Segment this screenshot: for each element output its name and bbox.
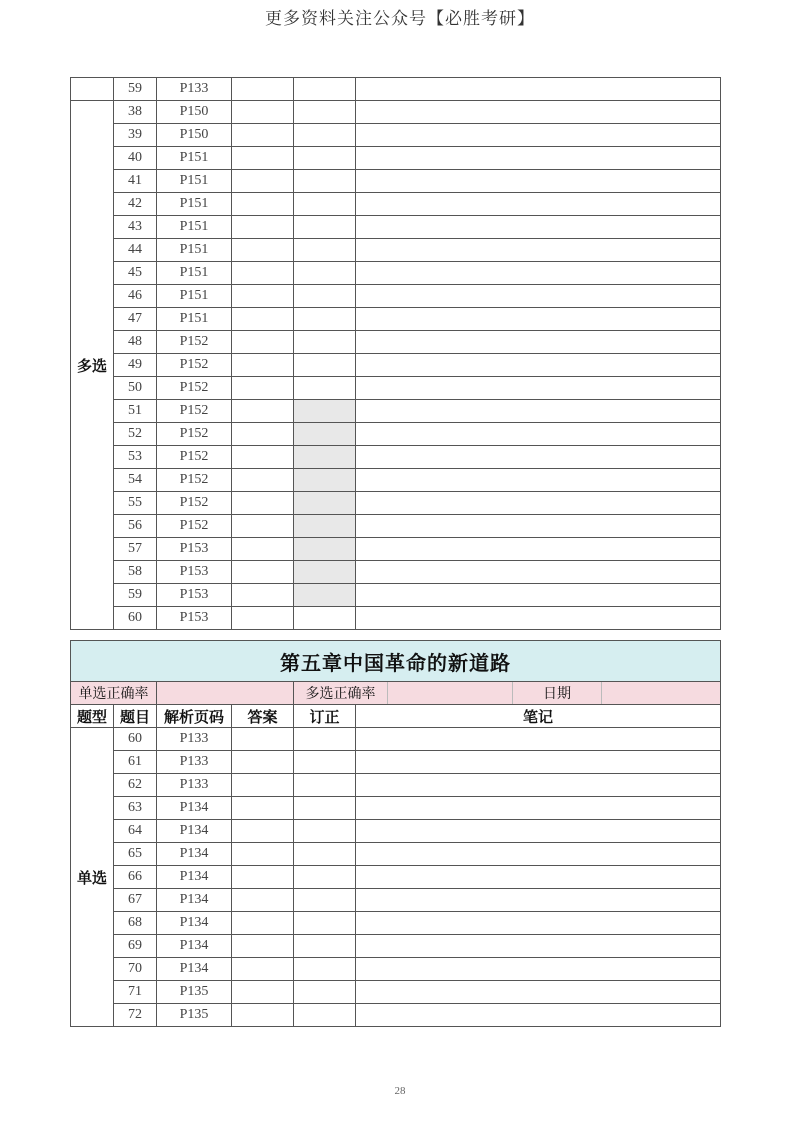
correction-cell[interactable]	[294, 124, 356, 147]
answer-cell[interactable]	[232, 561, 294, 584]
correction-cell[interactable]	[294, 866, 356, 889]
correction-cell[interactable]	[294, 354, 356, 377]
question-number: 55	[114, 492, 157, 515]
analysis-page: P151	[157, 308, 232, 331]
answer-cell[interactable]	[232, 820, 294, 843]
table-row	[71, 820, 721, 843]
question-number: 53	[114, 446, 157, 469]
analysis-page: P134	[157, 935, 232, 958]
table-row	[71, 584, 721, 607]
question-number: 64	[114, 820, 157, 843]
answer-cell[interactable]	[232, 239, 294, 262]
notes-cell[interactable]	[356, 354, 721, 377]
analysis-page: P152	[157, 423, 232, 446]
analysis-page: P152	[157, 469, 232, 492]
table-row	[71, 193, 721, 216]
chapter-five-table	[70, 640, 721, 1027]
notes-cell[interactable]	[356, 147, 721, 170]
answer-cell[interactable]	[232, 538, 294, 561]
answer-cell[interactable]	[232, 285, 294, 308]
notes-cell[interactable]	[356, 607, 721, 630]
question-number: 71	[114, 981, 157, 1004]
analysis-page: P152	[157, 515, 232, 538]
analysis-page: P134	[157, 866, 232, 889]
date-label: 日期	[512, 682, 601, 704]
analysis-page: P152	[157, 446, 232, 469]
analysis-page: P150	[157, 124, 232, 147]
col-page: 解析页码	[157, 705, 232, 728]
answer-cell[interactable]	[232, 124, 294, 147]
correction-cell[interactable]	[294, 1004, 356, 1027]
correction-cell[interactable]	[294, 78, 356, 101]
table-row	[71, 728, 721, 751]
analysis-page: P151	[157, 285, 232, 308]
correction-cell[interactable]	[294, 820, 356, 843]
correction-cell[interactable]	[294, 262, 356, 285]
table-row	[71, 101, 721, 124]
question-number: 38	[114, 101, 157, 124]
notes-cell[interactable]	[356, 492, 721, 515]
table-row	[71, 889, 721, 912]
table-row	[71, 78, 721, 101]
analysis-page: P134	[157, 820, 232, 843]
question-number: 66	[114, 866, 157, 889]
question-number: 46	[114, 285, 157, 308]
question-number: 44	[114, 239, 157, 262]
question-number: 57	[114, 538, 157, 561]
question-number: 70	[114, 958, 157, 981]
answer-cell[interactable]	[232, 331, 294, 354]
question-number: 58	[114, 561, 157, 584]
analysis-page: P152	[157, 400, 232, 423]
date-value[interactable]	[601, 682, 720, 704]
table-row	[71, 912, 721, 935]
question-number: 68	[114, 912, 157, 935]
answer-cell[interactable]	[232, 308, 294, 331]
column-header-row	[71, 705, 721, 728]
correction-cell[interactable]	[294, 400, 356, 423]
col-notes: 笔记	[356, 705, 721, 728]
correction-cell[interactable]	[294, 889, 356, 912]
notes-cell[interactable]	[356, 538, 721, 561]
analysis-page: P133	[157, 751, 232, 774]
correction-cell[interactable]	[294, 308, 356, 331]
question-type-cell: 单选	[71, 728, 114, 1027]
table-row	[71, 469, 721, 492]
header-note: 更多资料关注公众号【必胜考研】	[265, 9, 535, 29]
notes-cell[interactable]	[356, 124, 721, 147]
answer-cell[interactable]	[232, 147, 294, 170]
multi-rate-value[interactable]	[387, 682, 512, 704]
question-number: 59	[114, 78, 157, 101]
correction-cell[interactable]	[294, 607, 356, 630]
analysis-page: P152	[157, 354, 232, 377]
table-row	[71, 607, 721, 630]
notes-cell[interactable]	[356, 981, 721, 1004]
answer-cell[interactable]	[232, 170, 294, 193]
answer-cell[interactable]	[232, 607, 294, 630]
question-number: 52	[114, 423, 157, 446]
notes-cell[interactable]	[356, 469, 721, 492]
correction-cell[interactable]	[294, 935, 356, 958]
multi-rate-label: 多选正确率	[305, 686, 376, 702]
answer-cell[interactable]	[232, 797, 294, 820]
answer-cell[interactable]	[232, 101, 294, 124]
question-number: 50	[114, 377, 157, 400]
chapter-title: 第五章中国革命的新道路	[71, 641, 721, 682]
question-number: 72	[114, 1004, 157, 1027]
answer-cell[interactable]	[232, 377, 294, 400]
correction-cell[interactable]	[294, 331, 356, 354]
correction-cell[interactable]	[294, 538, 356, 561]
question-number: 65	[114, 843, 157, 866]
correction-cell[interactable]	[294, 584, 356, 607]
table-row	[71, 262, 721, 285]
correction-cell[interactable]	[294, 446, 356, 469]
answer-cell[interactable]	[232, 981, 294, 1004]
analysis-page: P151	[157, 147, 232, 170]
type-cell-empty	[71, 78, 114, 101]
analysis-page: P152	[157, 377, 232, 400]
answer-cell[interactable]	[232, 216, 294, 239]
table-row	[71, 797, 721, 820]
question-number: 40	[114, 147, 157, 170]
table-row	[71, 423, 721, 446]
correction-cell[interactable]	[294, 377, 356, 400]
answer-cell[interactable]	[232, 751, 294, 774]
notes-cell[interactable]	[356, 728, 721, 751]
single-rate-value[interactable]	[157, 682, 294, 705]
notes-cell[interactable]	[356, 193, 721, 216]
top-answer-table	[70, 77, 721, 630]
table-row	[71, 216, 721, 239]
table-row	[71, 538, 721, 561]
analysis-page: P152	[157, 331, 232, 354]
col-type: 题型	[71, 705, 114, 728]
question-number: 48	[114, 331, 157, 354]
answer-cell[interactable]	[232, 1004, 294, 1027]
analysis-page: P135	[157, 981, 232, 1004]
notes-cell[interactable]	[356, 935, 721, 958]
notes-cell[interactable]	[356, 423, 721, 446]
question-type-cell: 多选	[71, 101, 114, 630]
notes-cell[interactable]	[356, 561, 721, 584]
notes-cell[interactable]	[356, 889, 721, 912]
table-row	[71, 515, 721, 538]
question-number: 59	[114, 584, 157, 607]
page-number: 28	[394, 1085, 406, 1097]
notes-cell[interactable]	[356, 308, 721, 331]
notes-cell[interactable]	[356, 78, 721, 101]
answer-cell[interactable]	[232, 912, 294, 935]
notes-cell[interactable]	[356, 584, 721, 607]
answer-cell[interactable]	[232, 866, 294, 889]
answer-cell[interactable]	[232, 584, 294, 607]
analysis-page: P134	[157, 797, 232, 820]
correction-cell[interactable]	[294, 239, 356, 262]
question-number: 56	[114, 515, 157, 538]
table-row	[71, 958, 721, 981]
answer-cell[interactable]	[232, 400, 294, 423]
question-number: 67	[114, 889, 157, 912]
question-number: 62	[114, 774, 157, 797]
notes-cell[interactable]	[356, 751, 721, 774]
table-row	[71, 354, 721, 377]
answer-cell[interactable]	[232, 469, 294, 492]
notes-cell[interactable]	[356, 866, 721, 889]
table-row	[71, 400, 721, 423]
notes-cell[interactable]	[356, 331, 721, 354]
table-row	[71, 774, 721, 797]
answer-cell[interactable]	[232, 889, 294, 912]
question-number: 45	[114, 262, 157, 285]
notes-cell[interactable]	[356, 446, 721, 469]
answer-cell[interactable]	[232, 515, 294, 538]
col-question: 题目	[114, 705, 157, 728]
question-number: 69	[114, 935, 157, 958]
answer-cell[interactable]	[232, 843, 294, 866]
notes-cell[interactable]	[356, 515, 721, 538]
table-row	[71, 492, 721, 515]
correction-cell[interactable]	[294, 774, 356, 797]
analysis-page: P151	[157, 170, 232, 193]
analysis-page: P133	[157, 728, 232, 751]
question-number: 61	[114, 751, 157, 774]
notes-cell[interactable]	[356, 216, 721, 239]
correction-cell[interactable]	[294, 981, 356, 1004]
question-number: 54	[114, 469, 157, 492]
analysis-page: P134	[157, 912, 232, 935]
notes-cell[interactable]	[356, 170, 721, 193]
answer-cell[interactable]	[232, 193, 294, 216]
col-answer: 答案	[232, 705, 294, 728]
correction-cell[interactable]	[294, 285, 356, 308]
correction-cell[interactable]	[294, 728, 356, 751]
single-rate-label: 单选正确率	[71, 682, 157, 705]
notes-cell[interactable]	[356, 820, 721, 843]
notes-cell[interactable]	[356, 843, 721, 866]
question-number: 49	[114, 354, 157, 377]
answer-cell[interactable]	[232, 262, 294, 285]
table-row	[71, 935, 721, 958]
correction-cell[interactable]	[294, 423, 356, 446]
table-row	[71, 124, 721, 147]
correction-cell[interactable]	[294, 101, 356, 124]
answer-cell[interactable]	[232, 774, 294, 797]
answer-cell[interactable]	[232, 492, 294, 515]
question-number: 42	[114, 193, 157, 216]
notes-cell[interactable]	[356, 262, 721, 285]
analysis-page: P151	[157, 262, 232, 285]
correction-cell[interactable]	[294, 912, 356, 935]
notes-cell[interactable]	[356, 285, 721, 308]
answer-cell[interactable]	[232, 446, 294, 469]
stats-row	[71, 682, 721, 705]
analysis-page: P135	[157, 1004, 232, 1027]
question-number: 63	[114, 797, 157, 820]
table-row	[71, 170, 721, 193]
question-number: 51	[114, 400, 157, 423]
answer-cell[interactable]	[232, 958, 294, 981]
notes-cell[interactable]	[356, 797, 721, 820]
table-row	[71, 308, 721, 331]
table-row	[71, 147, 721, 170]
notes-cell[interactable]	[356, 101, 721, 124]
analysis-page: P150	[157, 101, 232, 124]
table-row	[71, 843, 721, 866]
answer-cell[interactable]	[232, 935, 294, 958]
notes-cell[interactable]	[356, 958, 721, 981]
notes-cell[interactable]	[356, 774, 721, 797]
analysis-page: P153	[157, 538, 232, 561]
question-number: 41	[114, 170, 157, 193]
question-number: 47	[114, 308, 157, 331]
question-number: 43	[114, 216, 157, 239]
notes-cell[interactable]	[356, 912, 721, 935]
table-row	[71, 331, 721, 354]
table-row	[71, 751, 721, 774]
table-row	[71, 285, 721, 308]
analysis-page: P134	[157, 843, 232, 866]
correction-cell[interactable]	[294, 958, 356, 981]
analysis-page: P151	[157, 216, 232, 239]
answer-cell[interactable]	[232, 423, 294, 446]
notes-cell[interactable]	[356, 1004, 721, 1027]
table-row	[71, 561, 721, 584]
table-row	[71, 1004, 721, 1027]
analysis-page: P152	[157, 492, 232, 515]
answer-cell[interactable]	[232, 728, 294, 751]
correction-cell[interactable]	[294, 216, 356, 239]
analysis-page: P151	[157, 193, 232, 216]
correction-cell[interactable]	[294, 147, 356, 170]
correction-cell[interactable]	[294, 797, 356, 820]
analysis-page: P153	[157, 584, 232, 607]
analysis-page: P134	[157, 889, 232, 912]
answer-cell[interactable]	[232, 78, 294, 101]
analysis-page: P151	[157, 239, 232, 262]
question-number: 60	[114, 728, 157, 751]
table-row	[71, 981, 721, 1004]
analysis-page: P133	[157, 774, 232, 797]
analysis-page: P153	[157, 607, 232, 630]
analysis-page: P134	[157, 958, 232, 981]
col-correction: 订正	[294, 705, 356, 728]
correction-cell[interactable]	[294, 193, 356, 216]
notes-cell[interactable]	[356, 239, 721, 262]
stats-right-group	[294, 682, 721, 705]
table-row	[71, 239, 721, 262]
table-row	[71, 866, 721, 889]
correction-cell[interactable]	[294, 751, 356, 774]
correction-cell[interactable]	[294, 492, 356, 515]
correction-cell[interactable]	[294, 170, 356, 193]
notes-cell[interactable]	[356, 377, 721, 400]
question-number: 39	[114, 124, 157, 147]
question-number: 60	[114, 607, 157, 630]
table-row	[71, 446, 721, 469]
analysis-page: P133	[157, 78, 232, 101]
correction-cell[interactable]	[294, 515, 356, 538]
correction-cell[interactable]	[294, 561, 356, 584]
table-row	[71, 377, 721, 400]
answer-cell[interactable]	[232, 354, 294, 377]
correction-cell[interactable]	[294, 843, 356, 866]
notes-cell[interactable]	[356, 400, 721, 423]
analysis-page: P153	[157, 561, 232, 584]
correction-cell[interactable]	[294, 469, 356, 492]
